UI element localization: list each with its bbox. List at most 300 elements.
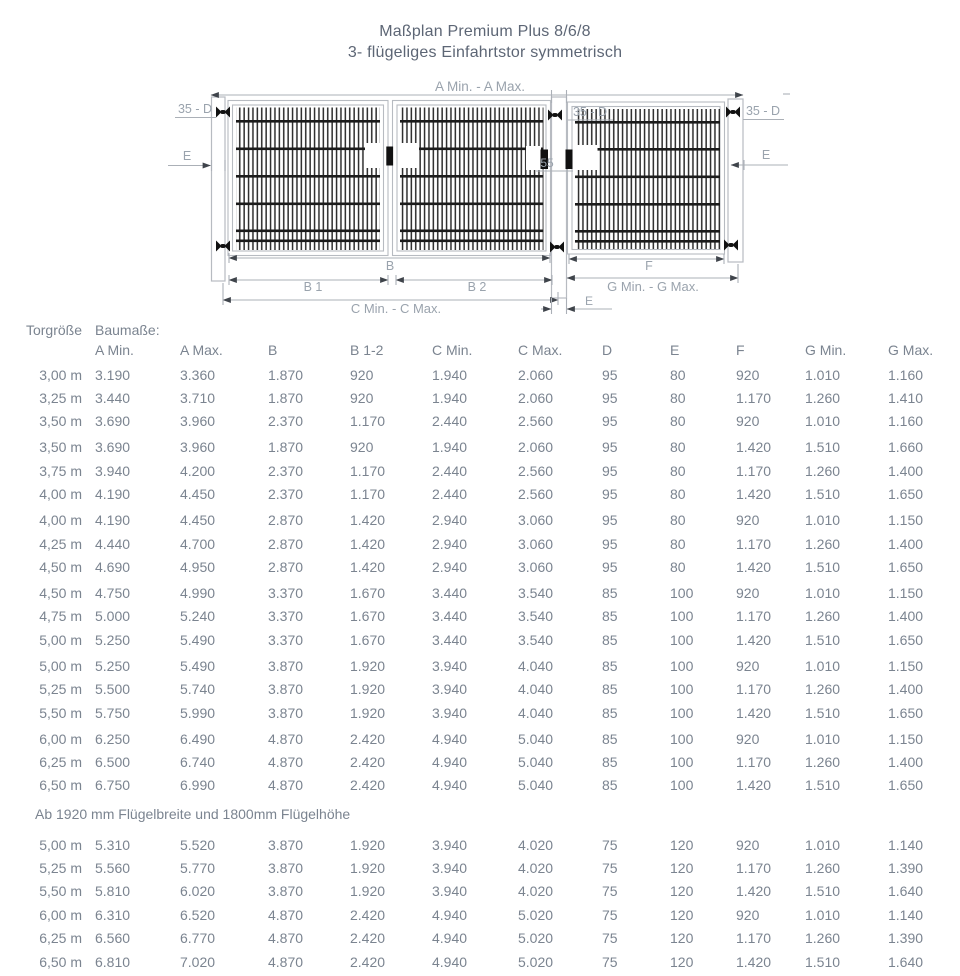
value-cell: 2.870 bbox=[268, 535, 304, 552]
value-cell: 5.240 bbox=[180, 608, 216, 625]
value-cell: 6.740 bbox=[180, 753, 216, 770]
value-cell: 1.010 bbox=[805, 512, 841, 529]
table-row bbox=[0, 727, 960, 750]
value-cell: 1.510 bbox=[805, 559, 841, 575]
value-cell: 2.870 bbox=[268, 512, 304, 529]
table-row bbox=[0, 532, 960, 555]
value-cell: 1.400 bbox=[888, 681, 924, 698]
table-row bbox=[0, 459, 960, 482]
dim-label-b: B bbox=[385, 259, 395, 273]
value-cell: 1.410 bbox=[888, 390, 924, 407]
value-cell: 120 bbox=[670, 860, 694, 877]
value-cell: 3.870 bbox=[268, 657, 304, 674]
value-cell: 1.510 bbox=[805, 704, 841, 721]
dimension-table bbox=[0, 320, 960, 973]
value-cell: 1.170 bbox=[736, 753, 772, 770]
dim-label-35d-mid: 35 - D bbox=[572, 105, 608, 119]
value-cell: 4.450 bbox=[180, 512, 216, 529]
value-cell: 4.040 bbox=[518, 704, 554, 721]
value-cell: 4.690 bbox=[95, 559, 131, 575]
page-subtitle: 3- flügeliges Einfahrtstor symmetrisch bbox=[347, 44, 623, 61]
torgroesse-cell: 4,25 m bbox=[39, 535, 82, 552]
torgroesse-cell: 3,50 m bbox=[39, 439, 82, 456]
value-cell: 75 bbox=[602, 883, 618, 900]
table-row bbox=[0, 386, 960, 409]
value-cell: 4.190 bbox=[95, 486, 131, 503]
table-row bbox=[0, 880, 960, 903]
value-cell: 95 bbox=[602, 366, 618, 383]
value-cell: 5.770 bbox=[180, 860, 216, 877]
value-cell: 4.870 bbox=[268, 930, 304, 947]
value-cell: 1.010 bbox=[805, 906, 841, 923]
value-cell: 2.940 bbox=[432, 535, 468, 552]
value-cell: 920 bbox=[350, 390, 374, 407]
value-cell: 95 bbox=[602, 439, 618, 456]
value-cell: 3.540 bbox=[518, 584, 554, 601]
value-cell: 80 bbox=[670, 439, 686, 456]
value-cell: 1.010 bbox=[805, 366, 841, 383]
dim-label-e-right: E bbox=[761, 148, 771, 162]
value-cell: 5.990 bbox=[180, 704, 216, 721]
torgroesse-cell: 5,50 m bbox=[39, 883, 82, 900]
table-row bbox=[0, 410, 960, 433]
value-cell: 1.260 bbox=[805, 860, 841, 877]
col-header: C Min. bbox=[432, 341, 473, 358]
value-cell: 3.960 bbox=[180, 413, 216, 430]
value-cell: 920 bbox=[736, 836, 760, 853]
value-cell: 85 bbox=[602, 730, 618, 747]
value-cell: 2.940 bbox=[432, 512, 468, 529]
value-cell: 5.500 bbox=[95, 681, 131, 698]
value-cell: 920 bbox=[736, 906, 760, 923]
value-cell: 80 bbox=[670, 413, 686, 430]
value-cell: 95 bbox=[602, 486, 618, 503]
value-cell: 1.260 bbox=[805, 462, 841, 479]
value-cell: 80 bbox=[670, 486, 686, 503]
value-cell: 1.150 bbox=[888, 512, 924, 529]
value-cell: 1.150 bbox=[888, 584, 924, 601]
value-cell: 1.010 bbox=[805, 584, 841, 601]
table-row bbox=[0, 628, 960, 651]
value-cell: 3.060 bbox=[518, 535, 554, 552]
value-cell: 1.920 bbox=[350, 657, 386, 674]
value-cell: 1.400 bbox=[888, 753, 924, 770]
value-cell: 85 bbox=[602, 584, 618, 601]
value-cell: 5.490 bbox=[180, 657, 216, 674]
value-cell: 95 bbox=[602, 462, 618, 479]
value-cell: 5.490 bbox=[180, 631, 216, 648]
value-cell: 80 bbox=[670, 535, 686, 552]
torgroesse-cell: 3,50 m bbox=[39, 413, 82, 430]
value-cell: 4.040 bbox=[518, 657, 554, 674]
value-cell: 85 bbox=[602, 753, 618, 770]
col-header: G Min. bbox=[805, 341, 847, 358]
value-cell: 5.560 bbox=[95, 860, 131, 877]
value-cell: 85 bbox=[602, 631, 618, 648]
dim-label-e-bottom: E bbox=[584, 294, 594, 308]
value-cell: 1.510 bbox=[805, 631, 841, 648]
table-row bbox=[0, 774, 960, 797]
torgroesse-cell: 5,00 m bbox=[39, 631, 82, 648]
table-body bbox=[0, 363, 960, 973]
value-cell: 5.750 bbox=[95, 704, 131, 721]
value-cell: 3.710 bbox=[180, 390, 216, 407]
table-row bbox=[0, 903, 960, 926]
value-cell: 1.920 bbox=[350, 704, 386, 721]
value-cell: 4.020 bbox=[518, 860, 554, 877]
value-cell: 3.870 bbox=[268, 704, 304, 721]
value-cell: 1.420 bbox=[350, 559, 386, 575]
torgroesse-cell: 5,25 m bbox=[39, 681, 82, 698]
value-cell: 2.560 bbox=[518, 462, 554, 479]
value-cell: 1.150 bbox=[888, 657, 924, 674]
col-header: F bbox=[736, 341, 745, 358]
value-cell: 1.650 bbox=[888, 631, 924, 648]
value-cell: 1.660 bbox=[888, 439, 924, 456]
group-header-baumasse: Baumaße: bbox=[95, 321, 160, 338]
value-cell: 95 bbox=[602, 512, 618, 529]
value-cell: 6.990 bbox=[180, 777, 216, 794]
value-cell: 2.440 bbox=[432, 462, 468, 479]
value-cell: 120 bbox=[670, 953, 694, 970]
torgroesse-cell: 5,50 m bbox=[39, 704, 82, 721]
value-cell: 920 bbox=[736, 730, 760, 747]
value-cell: 4.750 bbox=[95, 584, 131, 601]
torgroesse-cell: 6,50 m bbox=[39, 777, 82, 794]
col-header: E bbox=[670, 341, 680, 358]
col-header: D bbox=[602, 341, 613, 358]
value-cell: 1.420 bbox=[736, 559, 772, 575]
value-cell: 920 bbox=[736, 584, 760, 601]
table-row bbox=[0, 605, 960, 628]
torgroesse-cell: 3,75 m bbox=[39, 462, 82, 479]
dim-label-g: G Min. - G Max. bbox=[607, 279, 699, 294]
dim-label-f: F bbox=[645, 259, 653, 273]
value-cell: 100 bbox=[670, 730, 694, 747]
value-cell: 6.490 bbox=[180, 730, 216, 747]
value-cell: 1.140 bbox=[888, 906, 924, 923]
value-cell: 1.940 bbox=[432, 439, 468, 456]
value-cell: 4.200 bbox=[180, 462, 216, 479]
value-cell: 6.020 bbox=[180, 883, 216, 900]
value-cell: 1.400 bbox=[888, 462, 924, 479]
torgroesse-cell: 4,50 m bbox=[39, 559, 82, 575]
value-cell: 4.440 bbox=[95, 535, 131, 552]
value-cell: 3.940 bbox=[432, 860, 468, 877]
value-cell: 1.650 bbox=[888, 704, 924, 721]
value-cell: 100 bbox=[670, 777, 694, 794]
value-cell: 3.690 bbox=[95, 439, 131, 456]
value-cell: 75 bbox=[602, 930, 618, 947]
value-cell: 85 bbox=[602, 777, 618, 794]
value-cell: 3.060 bbox=[518, 512, 554, 529]
col-header: A Min. bbox=[95, 341, 134, 358]
value-cell: 1.870 bbox=[268, 366, 304, 383]
table-row bbox=[0, 555, 960, 578]
value-cell: 80 bbox=[670, 512, 686, 529]
value-cell: 4.870 bbox=[268, 753, 304, 770]
table-row bbox=[0, 927, 960, 950]
table-row bbox=[0, 833, 960, 856]
value-cell: 3.370 bbox=[268, 584, 304, 601]
value-cell: 1.010 bbox=[805, 836, 841, 853]
value-cell: 3.690 bbox=[95, 413, 131, 430]
value-cell: 100 bbox=[670, 584, 694, 601]
value-cell: 3.440 bbox=[432, 584, 468, 601]
value-cell: 920 bbox=[736, 413, 760, 430]
value-cell: 5.040 bbox=[518, 753, 554, 770]
value-cell: 1.420 bbox=[736, 486, 772, 503]
value-cell: 1.870 bbox=[268, 439, 304, 456]
value-cell: 1.940 bbox=[432, 366, 468, 383]
value-cell: 2.060 bbox=[518, 366, 554, 383]
value-cell: 2.870 bbox=[268, 559, 304, 575]
table-header-row-2 bbox=[0, 339, 960, 360]
col-header: B bbox=[268, 341, 278, 358]
value-cell: 1.260 bbox=[805, 535, 841, 552]
torgroesse-cell: 3,00 m bbox=[39, 366, 82, 383]
value-cell: 4.870 bbox=[268, 730, 304, 747]
value-cell: 6.310 bbox=[95, 906, 131, 923]
value-cell: 1.670 bbox=[350, 584, 386, 601]
value-cell: 1.940 bbox=[432, 390, 468, 407]
value-cell: 920 bbox=[350, 439, 374, 456]
value-cell: 2.370 bbox=[268, 413, 304, 430]
value-cell: 3.870 bbox=[268, 681, 304, 698]
value-cell: 5.040 bbox=[518, 777, 554, 794]
value-cell: 4.870 bbox=[268, 953, 304, 970]
value-cell: 2.560 bbox=[518, 486, 554, 503]
value-cell: 80 bbox=[670, 390, 686, 407]
col-header: B 1-2 bbox=[350, 341, 384, 358]
value-cell: 5.250 bbox=[95, 631, 131, 648]
table-row bbox=[0, 436, 960, 459]
value-cell: 1.420 bbox=[350, 512, 386, 529]
value-cell: 85 bbox=[602, 608, 618, 625]
value-cell: 1.650 bbox=[888, 559, 924, 575]
value-cell: 2.420 bbox=[350, 730, 386, 747]
value-cell: 1.400 bbox=[888, 608, 924, 625]
dim-label-a: A Min. - A Max. bbox=[434, 79, 526, 94]
value-cell: 5.020 bbox=[518, 953, 554, 970]
value-cell: 6.810 bbox=[95, 953, 131, 970]
torgroesse-cell: 6,00 m bbox=[39, 730, 82, 747]
value-cell: 4.950 bbox=[180, 559, 216, 575]
value-cell: 75 bbox=[602, 836, 618, 853]
value-cell: 1.510 bbox=[805, 883, 841, 900]
value-cell: 1.170 bbox=[736, 535, 772, 552]
value-cell: 120 bbox=[670, 906, 694, 923]
value-cell: 1.920 bbox=[350, 883, 386, 900]
torgroesse-cell: 5,25 m bbox=[39, 860, 82, 877]
value-cell: 4.020 bbox=[518, 836, 554, 853]
value-cell: 5.040 bbox=[518, 730, 554, 747]
value-cell: 2.420 bbox=[350, 930, 386, 947]
value-cell: 3.540 bbox=[518, 631, 554, 648]
value-cell: 1.170 bbox=[350, 413, 386, 430]
value-cell: 1.010 bbox=[805, 657, 841, 674]
value-cell: 4.450 bbox=[180, 486, 216, 503]
value-cell: 1.010 bbox=[805, 413, 841, 430]
value-cell: 3.370 bbox=[268, 608, 304, 625]
value-cell: 1.170 bbox=[350, 486, 386, 503]
value-cell: 3.440 bbox=[432, 631, 468, 648]
value-cell: 1.670 bbox=[350, 608, 386, 625]
value-cell: 4.020 bbox=[518, 883, 554, 900]
value-cell: 1.420 bbox=[350, 535, 386, 552]
value-cell: 2.420 bbox=[350, 953, 386, 970]
value-cell: 1.160 bbox=[888, 413, 924, 430]
value-cell: 75 bbox=[602, 860, 618, 877]
value-cell: 2.060 bbox=[518, 390, 554, 407]
value-cell: 95 bbox=[602, 413, 618, 430]
value-cell: 4.940 bbox=[432, 753, 468, 770]
torgroesse-cell: 6,25 m bbox=[39, 753, 82, 770]
value-cell: 1.170 bbox=[350, 462, 386, 479]
value-cell: 95 bbox=[602, 535, 618, 552]
dim-label-55: 55 bbox=[540, 156, 554, 170]
value-cell: 2.420 bbox=[350, 906, 386, 923]
value-cell: 85 bbox=[602, 657, 618, 674]
value-cell: 4.940 bbox=[432, 930, 468, 947]
value-cell: 1.650 bbox=[888, 486, 924, 503]
torgroesse-cell: 5,00 m bbox=[39, 657, 82, 674]
value-cell: 2.560 bbox=[518, 413, 554, 430]
value-cell: 1.920 bbox=[350, 860, 386, 877]
value-cell: 120 bbox=[670, 930, 694, 947]
table-row bbox=[0, 677, 960, 700]
dim-label-e-left: E bbox=[182, 149, 192, 163]
value-cell: 5.810 bbox=[95, 883, 131, 900]
value-cell: 1.260 bbox=[805, 930, 841, 947]
value-cell: 3.940 bbox=[432, 836, 468, 853]
value-cell: 4.940 bbox=[432, 777, 468, 794]
value-cell: 1.420 bbox=[736, 777, 772, 794]
table-row bbox=[0, 856, 960, 879]
dim-label-35d-left: 35 - D bbox=[177, 102, 213, 116]
col-header: C Max. bbox=[518, 341, 563, 358]
section-note: Ab 1920 mm Flügelbreite und 1800mm Flügelhöhe bbox=[35, 806, 351, 822]
value-cell: 1.510 bbox=[805, 777, 841, 794]
table-row bbox=[0, 483, 960, 506]
value-cell: 1.170 bbox=[736, 681, 772, 698]
value-cell: 120 bbox=[670, 836, 694, 853]
value-cell: 1.870 bbox=[268, 390, 304, 407]
value-cell: 1.260 bbox=[805, 681, 841, 698]
value-cell: 6.520 bbox=[180, 906, 216, 923]
value-cell: 5.520 bbox=[180, 836, 216, 853]
value-cell: 1.420 bbox=[736, 953, 772, 970]
torgroesse-cell: 5,00 m bbox=[39, 836, 82, 853]
value-cell: 3.870 bbox=[268, 883, 304, 900]
value-cell: 4.190 bbox=[95, 512, 131, 529]
value-cell: 100 bbox=[670, 608, 694, 625]
value-cell: 1.670 bbox=[350, 631, 386, 648]
torgroesse-cell: 4,00 m bbox=[39, 512, 82, 529]
value-cell: 80 bbox=[670, 559, 686, 575]
value-cell: 5.020 bbox=[518, 930, 554, 947]
table-header-row-1 bbox=[0, 320, 960, 339]
value-cell: 85 bbox=[602, 704, 618, 721]
value-cell: 2.940 bbox=[432, 559, 468, 575]
value-cell: 3.870 bbox=[268, 836, 304, 853]
value-cell: 1.400 bbox=[888, 535, 924, 552]
value-cell: 1.260 bbox=[805, 753, 841, 770]
value-cell: 4.940 bbox=[432, 730, 468, 747]
value-cell: 1.140 bbox=[888, 836, 924, 853]
value-cell: 2.440 bbox=[432, 413, 468, 430]
torgroesse-cell: 4,75 m bbox=[39, 608, 82, 625]
value-cell: 1.510 bbox=[805, 486, 841, 503]
col-header-torgroesse: Torgröße bbox=[25, 321, 82, 338]
value-cell: 3.940 bbox=[95, 462, 131, 479]
page-title: Maßplan Premium Plus 8/6/8 bbox=[379, 23, 591, 40]
value-cell: 100 bbox=[670, 753, 694, 770]
torgroesse-cell: 4,00 m bbox=[39, 486, 82, 503]
value-cell: 6.770 bbox=[180, 930, 216, 947]
value-cell: 2.420 bbox=[350, 753, 386, 770]
value-cell: 4.700 bbox=[180, 535, 216, 552]
value-cell: 1.170 bbox=[736, 462, 772, 479]
value-cell: 2.370 bbox=[268, 462, 304, 479]
value-cell: 1.640 bbox=[888, 953, 924, 970]
torgroesse-cell: 4,50 m bbox=[39, 584, 82, 601]
value-cell: 100 bbox=[670, 631, 694, 648]
torgroesse-cell: 6,50 m bbox=[39, 953, 82, 970]
value-cell: 1.650 bbox=[888, 777, 924, 794]
value-cell: 4.870 bbox=[268, 906, 304, 923]
table-row bbox=[0, 701, 960, 724]
value-cell: 5.000 bbox=[95, 608, 131, 625]
value-cell: 1.150 bbox=[888, 730, 924, 747]
value-cell: 2.060 bbox=[518, 439, 554, 456]
value-cell: 1.260 bbox=[805, 390, 841, 407]
value-cell: 1.420 bbox=[736, 631, 772, 648]
value-cell: 1.170 bbox=[736, 860, 772, 877]
torgroesse-cell: 6,00 m bbox=[39, 906, 82, 923]
value-cell: 2.440 bbox=[432, 486, 468, 503]
value-cell: 75 bbox=[602, 906, 618, 923]
gate-diagram bbox=[0, 0, 960, 332]
torgroesse-cell: 6,25 m bbox=[39, 930, 82, 947]
value-cell: 5.250 bbox=[95, 657, 131, 674]
value-cell: 3.440 bbox=[432, 608, 468, 625]
torgroesse-cell: 3,25 m bbox=[39, 390, 82, 407]
value-cell: 6.500 bbox=[95, 753, 131, 770]
value-cell: 4.990 bbox=[180, 584, 216, 601]
wing-infill bbox=[236, 108, 720, 251]
value-cell: 80 bbox=[670, 462, 686, 479]
value-cell: 120 bbox=[670, 883, 694, 900]
value-cell: 1.010 bbox=[805, 730, 841, 747]
value-cell: 3.190 bbox=[95, 366, 131, 383]
col-header: G Max. bbox=[888, 341, 934, 358]
value-cell: 1.420 bbox=[736, 439, 772, 456]
value-cell: 5.020 bbox=[518, 906, 554, 923]
value-cell: 3.940 bbox=[432, 883, 468, 900]
value-cell: 920 bbox=[736, 512, 760, 529]
value-cell: 5.740 bbox=[180, 681, 216, 698]
value-cell: 1.390 bbox=[888, 860, 924, 877]
table-row bbox=[0, 363, 960, 386]
value-cell: 3.060 bbox=[518, 559, 554, 575]
value-cell: 1.510 bbox=[805, 953, 841, 970]
value-cell: 3.940 bbox=[432, 681, 468, 698]
table-row bbox=[0, 654, 960, 677]
value-cell: 920 bbox=[736, 657, 760, 674]
table-row bbox=[0, 950, 960, 973]
value-cell: 3.940 bbox=[432, 657, 468, 674]
